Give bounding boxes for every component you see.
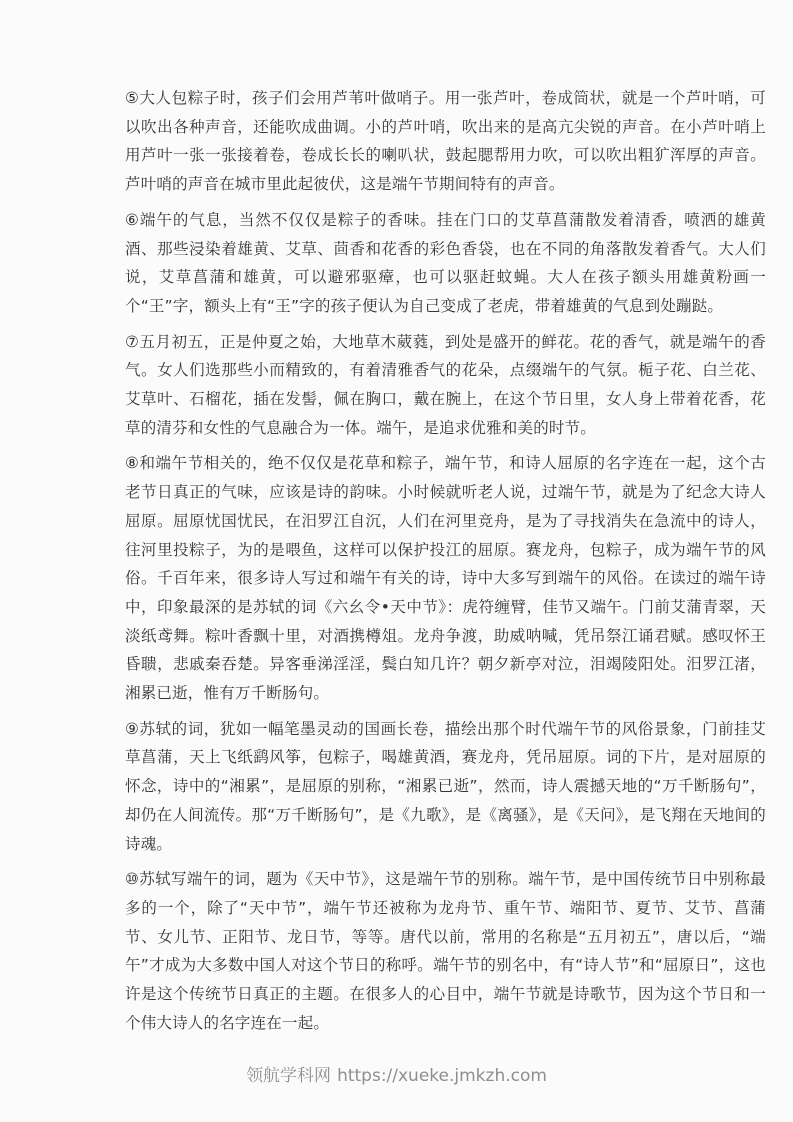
watermark-site-name: 领航学科网: [246, 1066, 332, 1086]
paragraph-7: ⑦五月初五，正是仲夏之始，大地草木葳蕤，到处是盛开的鲜花。花的香气，就是端午的香气。女人们选那些小而精致的，有着清雅香气的花朵，点缀端午的气氛。栀子花、白兰花、艾草叶、石榴花，插在发髻，佩在胸口，戴在腕上，在这个节日里，女人身上带着花香，花草的清芬和女性的气息融合为一体。端午，是追求优雅和美的时节。: [125, 332, 766, 437]
watermark-footer: [0, 1064, 793, 1088]
article-body: [125, 84, 766, 1045]
paragraph-10: ⑩苏轼写端午的词，题为《天中节》，这是端午节的别称。端午节，是中国传统节日中别称最多的一个，除了“天中节”，端午节还被称为龙舟节、重午节、端阳节、夏节、艾节、菖蒲节、女儿节、正阳节、龙日节，等等。唐代以前，常用的名称是“五月初五”，唐以后，“端午”才成为大多数中国人对这个节日的称呼。端午节的别名中，有“诗人节”和“屈原日”，这也许是这个传统节日真正的主题。在很多人的心目中，端午节就是诗歌节，因为这个节日和一个伟大诗人的名字连在一起。: [125, 870, 766, 1032]
paragraph-8: ⑧和端午节相关的，绝不仅仅是花草和粽子，端午节，和诗人屈原的名字连在一起，这个古老节日真正的气味，应该是诗的韵味。小时候就听老人说，过端午节，就是为了纪念大诗人屈原。屈原忧国忧民，在汨罗江自沉，人们在河里竞舟，是为了寻找消失在急流中的诗人，往河里投粽子，为的是喂鱼，这样可以保护投江的屈原。赛龙舟，包粽子，成为端午节的风俗。千百年来，很多诗人写过和端午有关的诗，诗中大多写到端午的风俗。在读过的端午诗中，印象最深的是苏轼的词《六幺令•天中节》：虎符缠臂，佳节又端午。门前艾蒲青翠，天淡纸鸢舞。粽叶香飘十里，对酒携樽俎。龙舟争渡，助威呐喊，凭吊祭江诵君赋。感叹怀王昏聩，悲戚秦吞楚。异客垂涕淫淫，鬓白知几许？朝夕新亭对泣，泪竭陵阳处。汨罗江渚，湘累已逝，惟有万千断肠句。: [125, 454, 766, 703]
paragraph-5: ⑤大人包粽子时，孩子们会用芦苇叶做哨子。用一张芦叶，卷成筒状，就是一个芦叶哨，可以吹出各种声音，还能吹成曲调。小的芦叶哨，吹出来的是高亢尖锐的声音。在小芦叶哨上用芦叶一张一张接着卷，卷成长长的喇叭状，鼓起腮帮用力吹，可以吹出粗犷浑厚的声音。芦叶哨的声音在城市里此起彼伏，这是端午节期间特有的声音。: [125, 89, 766, 194]
watermark-url: https://xueke.jmkzh.com: [337, 1066, 547, 1086]
paragraph-6: ⑥端午的气息，当然不仅仅是粽子的香味。挂在门口的艾草菖蒲散发着清香，喷洒的雄黄酒、那些浸染着雄黄、艾草、茴香和花香的彩色香袋，也在不同的角落散发着香气。大人们说，艾草菖蒲和雄黄，可以避邪驱瘴，也可以驱赶蚊蝇。大人在孩子额头用雄黄粉画一个“王”字，额头上有“王”字的孩子便认为自己变成了老虎，带着雄黄的气息到处蹦跶。: [125, 210, 766, 315]
paragraph-9: ⑨苏轼的词，犹如一幅笔墨灵动的国画长卷，描绘出那个时代端午节的风俗景象，门前挂艾草菖蒲，天上飞纸鹞风筝，包粽子，喝雄黄酒，赛龙舟，凭吊屈原。词的下片，是对屈原的怀念，诗中的“湘累”，是屈原的别称，“湘累已逝”，然而，诗人震撼天地的“万千断肠句”，却仍在人间流传。那“万千断肠句”，是《九歌》，是《离骚》，是《天问》，是飞翔在天地间的诗魂。: [125, 719, 766, 853]
